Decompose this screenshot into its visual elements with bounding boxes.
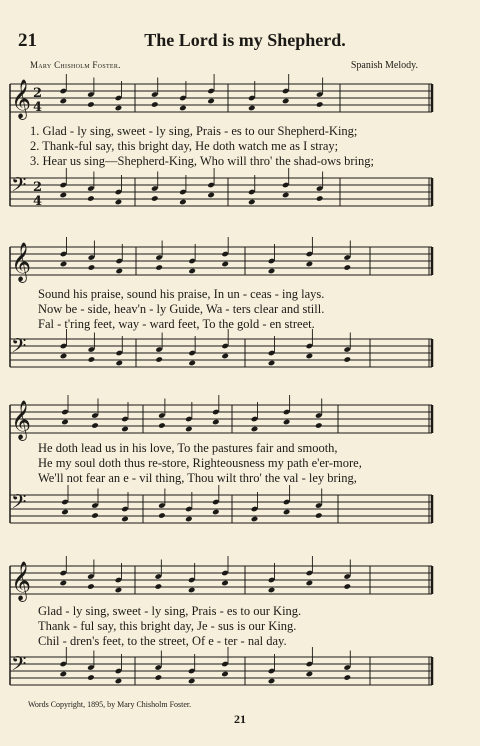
note-head <box>115 360 123 367</box>
note-head <box>283 509 291 516</box>
note-head <box>212 419 220 426</box>
treble-clef: 𝄞 <box>11 400 32 440</box>
note-head <box>306 671 314 678</box>
treble-clef: 𝄞 <box>11 561 32 601</box>
note-head <box>282 98 290 105</box>
lyric-line: 2. Thank-ful say, this bright day, He doth watch me as I stray; <box>30 139 339 153</box>
note-head <box>87 195 95 202</box>
note-head <box>88 356 96 363</box>
note-head <box>188 268 196 275</box>
note-head <box>283 419 291 426</box>
note-head <box>248 199 256 206</box>
note-head <box>248 105 256 112</box>
note-head <box>179 105 187 112</box>
note-head <box>179 199 187 206</box>
time-signature: 4 <box>33 194 43 209</box>
lyric-line: Sound his praise, sound his praise, In un - ceas - ing lays. <box>38 287 325 301</box>
note-head <box>87 583 95 590</box>
page-number: 21 <box>234 712 246 726</box>
note-head <box>185 516 193 523</box>
note-head <box>60 261 68 268</box>
note-head <box>221 580 229 587</box>
note-head <box>115 587 123 594</box>
note-head <box>343 356 351 363</box>
bass-clef: 𝄢 <box>11 334 27 362</box>
note-head <box>155 356 163 363</box>
note-head <box>306 580 314 587</box>
note-head <box>315 422 323 429</box>
note-head <box>268 268 276 275</box>
note-head <box>343 583 351 590</box>
bass-clef: 𝄢 <box>11 652 27 680</box>
lyric-line: Glad - ly sing, sweet - ly sing, Prais - es to our King. <box>38 604 302 618</box>
note-head <box>60 192 68 199</box>
note-head <box>60 671 68 678</box>
time-signature: 2 <box>33 180 43 195</box>
note-head <box>207 98 215 105</box>
note-head <box>306 353 314 360</box>
lyric-line: Chil - dren's feet, to the street, Of e - ter - nal day. <box>38 634 287 648</box>
note-head <box>251 516 259 523</box>
note-head <box>115 678 123 685</box>
lyric-line: 1. Glad - ly sing, sweet - ly sing, Prais - es to our Shepherd-King; <box>30 124 358 138</box>
note-head <box>87 101 95 108</box>
lyric-line: He my soul doth thus re-store, Righteousness my path e'er-more, <box>38 456 362 470</box>
lyric-line: Thank - ful say, this bright day, Je - sus is our King. <box>38 619 297 633</box>
note-head <box>221 353 229 360</box>
note-head <box>268 678 276 685</box>
note-head <box>91 422 99 429</box>
time-signature: 2 <box>33 86 43 101</box>
note-head <box>188 587 196 594</box>
note-head <box>158 422 166 429</box>
note-head <box>316 101 324 108</box>
lyric-line: He doth lead us in his love, To the pastures fair and smooth, <box>38 441 338 455</box>
note-head <box>188 678 196 685</box>
lyric-line: Fal - t'ring feet, way - ward feet, To the gold - en street. <box>38 317 315 331</box>
note-head <box>121 426 129 433</box>
copyright-notice: Words Copyright, 1895, by Mary Chisholm Foster. <box>28 700 192 709</box>
note-head <box>60 580 68 587</box>
note-head <box>306 261 314 268</box>
note-head <box>91 512 99 519</box>
note-head <box>155 264 163 271</box>
note-head <box>315 512 323 519</box>
lyric-line: 3. Hear us sing—Shepherd-King, Who will thro' the shad-ows bring; <box>30 154 374 168</box>
note-head <box>115 105 123 112</box>
lyric-line: We'll not fear an e - vil thing, Thou wilt thro' the val - ley bring, <box>38 471 357 485</box>
note-head <box>61 419 69 426</box>
note-head <box>221 261 229 268</box>
note-head <box>268 360 276 367</box>
note-head <box>60 353 68 360</box>
note-head <box>251 426 259 433</box>
note-head <box>115 268 123 275</box>
note-head <box>61 509 69 516</box>
note-head <box>88 264 96 271</box>
note-head <box>151 101 159 108</box>
lyric-line: Now be - side, heav'n - ly Guide, Wa - ters clear and still. <box>38 302 325 316</box>
note-head <box>115 199 123 206</box>
note-head <box>155 674 163 681</box>
note-head <box>151 195 159 202</box>
note-head <box>155 583 163 590</box>
bass-clef: 𝄢 <box>11 173 27 201</box>
note-head <box>343 674 351 681</box>
note-head <box>60 98 68 105</box>
note-head <box>121 516 129 523</box>
treble-clef: 𝄞 <box>11 79 32 119</box>
note-head <box>316 195 324 202</box>
note-head <box>212 509 220 516</box>
note-head <box>158 512 166 519</box>
bass-clef: 𝄢 <box>11 490 27 518</box>
note-head <box>188 360 196 367</box>
time-signature: 4 <box>33 100 43 115</box>
note-head <box>207 192 215 199</box>
note-head <box>221 671 229 678</box>
hymn-title: The Lord is my Shepherd. <box>144 30 346 50</box>
hymn-number: 21 <box>18 30 37 51</box>
note-head <box>282 192 290 199</box>
note-head <box>268 587 276 594</box>
note-head <box>185 426 193 433</box>
treble-clef: 𝄞 <box>11 242 32 282</box>
note-head <box>343 264 351 271</box>
tune-name: Spanish Melody. <box>350 60 418 71</box>
author-credit: Mary Chisholm Foster. <box>30 60 121 70</box>
note-head <box>87 674 95 681</box>
